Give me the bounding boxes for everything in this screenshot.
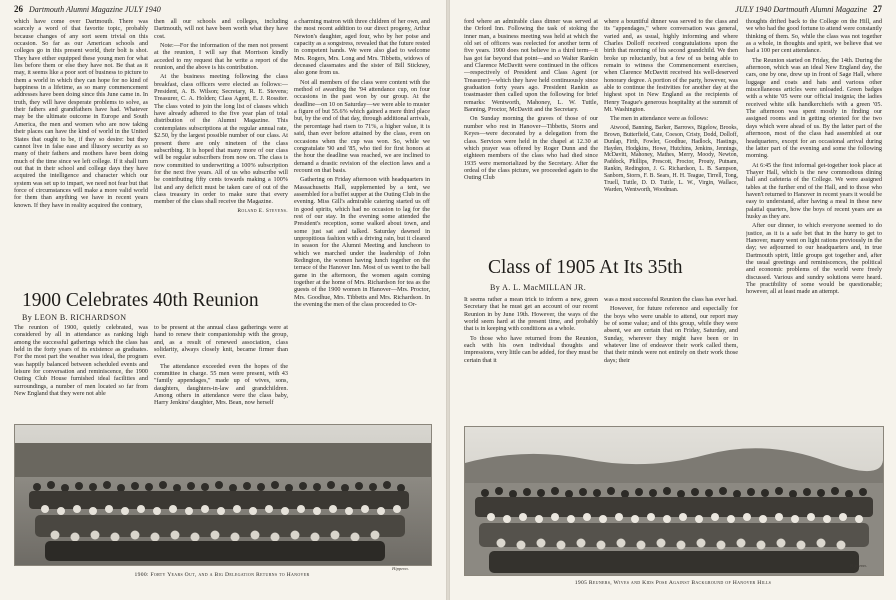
paragraph: Note:—For the information of the men not present at the reunion, I will say that Morrison kindly acceded to my request that he write a report of the reunion, and the above is his contribution. — [154, 42, 288, 72]
right-col2-top — [604, 18, 738, 253]
left-page — [0, 0, 446, 600]
group-photo-illustration — [465, 427, 883, 575]
paragraph: The men in attendance were as follows: — [610, 115, 709, 123]
headline-1900: 1900 Celebrates 40th Reunion — [22, 290, 259, 311]
right-col3 — [746, 18, 882, 420]
left-running-head — [14, 4, 161, 14]
right-col1-bottom — [464, 296, 598, 420]
left-col2-top — [154, 18, 288, 286]
right-col1-top — [464, 18, 598, 253]
paragraph: After our dinner, to which everyone seemed to do justice, as it is a safe bet that in the hurry to get to Hanover, many went on light rations previously in the day; we adjourned to our headquarters and, in true Dartmouth spirit, little groups got together and, after the usual greetings and reminiscences, the political and economic problems of the world were freely discussed. Various and sundry solutions were heard. The practibility of some would be questionable; however, all at least made an attempt. — [746, 222, 882, 296]
left-col1-bottom — [14, 324, 148, 418]
paragraph: At the business meeting following the class breakfast, class officers were elected as follows:—President, A. B. Wilson; Secretary, R. E. Stevens; Treasurer, C. A. Holden; Class Agent, E. J. Rossiter. The class voted to join the long list of classes which have already adhered to the five year plan of total distribution of the Alumni Magazine. This contemplates subscriptions at the regular annual rate, $2.50, by the largest possible number of our class. At present there are only nineteen of the class subscribing. It is hoped that many more of our class will be regular subscribers from now on. The class is now committed to underwriting a 100% subscription for the next five years. All of us who subscribe will be contributing fifty cents towards making a 100% list and any deficit must be taken care of out of the class treasury in order to make sure that every member of the class shall receive the Magazine. — [154, 73, 288, 206]
photo-credit: Hippeno. — [850, 563, 867, 568]
class-1900-photo — [14, 424, 432, 566]
left-col2-bottom — [154, 324, 288, 418]
photo-credit: Hippeno. — [392, 566, 409, 571]
left-page-number: 26 — [14, 4, 23, 14]
left-col3 — [294, 18, 430, 418]
attendee-list: Atwood, Banning, Barker, Barrows, Bigelow, Brooks, Brown, Butterfield, Cate, Coeson, Cristy, Dodd, Dolloff, Dunlap, Firth, Fowler, Goodhue, Hadlock, Hastings, Hayden, Hodgkins, Howe, Hutchins, Jenkins, Jennings, McDavitt, Mahoney, Mathes, Merry, Moody, Newton, Paddock, Phillips, Prescott, Proctor, Prouty, Putnam, Rankin, Redington, J. G. Richardson, L. B. Sampson, Sanborn, Storrs, F. B. Sears, H. H. Teague, Tirrell, Tong, Truell, Tuttle, D. D. Tuttle, L. W., Virgin, Wallace, Warden, Wentworth, Woodman. — [604, 124, 738, 193]
right-page — [450, 0, 896, 600]
paragraph: It seems rather a mean trick to inform a new, green Secretary that he must get an account of our recent Reunion in by June 19th. However, the ways of the world seem hard at the present time, and probably that is in keeping with conditions as a whole. — [464, 296, 598, 333]
right-running-head — [735, 4, 882, 14]
signature: Roland E. Stevens. — [237, 207, 288, 214]
paragraph: To those who have returned from the Reunion, each with his own individual thoughts and impressions, very little can be added, for they must be certain that it — [464, 334, 598, 364]
paragraph: was a most successful Reunion the class has ever had. — [604, 296, 738, 303]
paragraph: a charming matron with three children of her own, and the most recent addition to our direct progeny, Arthur Newton's daughter, aged four, who by her poise and capacity as a songstress, revealed that the future rested in competent hands. We were also glad to welcome Mrs. Rogers, Mrs. Long and Mrs. Tibbetts, widows of deceased classmates and the sister of Bill Stickney, also gone from us. — [294, 18, 430, 77]
paragraph: where a bountiful dinner was served to the class and its "appendages," where conversation was general, varied and, as usual, highly informing and where Charles Dolloff received congratulations upon the birth that morning of his second grandchild. We then broke up reluctantly, but a few of us being able to remain to witness the Commencement exercises, when Clarence McDavitt received his well-deserved honorary degree. A portion of the party, however, was able to continue the festivities for another day at the highest spot in New England as the recipients of Henry Teague's generous hospitality at the summit of Mt. Washington. — [604, 18, 738, 114]
paragraph: Gathering on Friday afternoon with headquarters in Massachusetts Hall, supplemented by a tent, we assembled for a buffet supper at the Outing Club in the evening. Miss Gill's admirable catering started us off in good spirits, which had no occasion to lag for the rest of our stay. In the evening some attended the President's reception, some walked about town, and some just sat and talked. Saturday dawned in unpropitious fashion with a driving rain, but it cleared in season for the Alumni Meeting and luncheon to which we marched under the leadership of John Redington, the women having lunch together on the terrace of the Hanover Inn. Most of us went to the ball game in the afternoon, the women again coming together at the home of Mrs. Richardson for tea as the guests of the 1900 women in Hanover—Mrs. Proctor, Mrs. Goodhue, Mrs. Tibbetts and Mrs. Richardson. In the evening the men of the class proceeded to Or- — [294, 176, 430, 309]
byline-1900: By LEON B. RICHARDSON — [22, 313, 127, 322]
headline-1905: Class of 1905 At Its 35th — [488, 257, 683, 278]
photo-caption: 1900: Forty Years Out, and a Big Delegation Returns to Hanover — [134, 572, 310, 578]
paragraph: Not all members of the class were content with the method of awarding the '94 attendance cup, on four occasions in the past won by our group. At the deadline—on 10 on Saturday—we were able to muster a figure of but 55.6% which gained a mere third place but, by the end of that day, through additional arrivals, the percentage had risen to 71%, a higher value, it is said, than ever before attained by the class, even on occasions when the cup was won. So, while we congratulate '90 and '85, who tied for first honors at the hour the deadline was reached, we are inclined to demand a drastic revision of the election laws and a recount on that basis. — [294, 78, 430, 174]
photo-caption: 1905 Reuners, Wives and Kids Pose Against Background of Hanover Hills — [574, 580, 772, 586]
paragraph: then all our schools and colleges, including Dartmouth, will not have been worth what they have cost. — [154, 18, 288, 40]
left-col1-top — [14, 18, 148, 281]
paragraph: On Sunday morning the graves of those of our number who rest in Hanover—Tibbetts, Storrs and Keyes—were decorated by a delegation from the class. Services were held in the chapel at 12.30 at which prayer was offered by Roger Dunn and the eighteen members of the class who had died since 1935 were memorialized by the Secretary. After the ordeal of the class picture, we proceeded again to the Outing Club — [464, 115, 598, 182]
right-col2-bottom — [604, 296, 738, 420]
right-page-number: 27 — [873, 4, 882, 14]
right-running-title: JULY 1940 Dartmouth Alumni Magazine — [735, 5, 867, 14]
paragraph: The reunion of 1900, quietly celebrated, was considered by all in attendance as ranking high among the successful gatherings which the class has held in the forty years of its existence as graduates. For the most part the weather was ideal, the program was happily balanced between scheduled events and leisure for conversation and reminiscence, the 1900 Outing Club House furnished ideal facilities and surroundings, a number of men located so far from New England that they were not able — [14, 324, 148, 398]
class-1905-photo — [464, 426, 884, 576]
byline-1905: By A. L. MacMILLAN JR. — [490, 283, 587, 292]
paragraph: thoughts drifted back to the College on the Hill, and we who had the good fortune to attend were constantly thinking of them. So, while the class was not together as a whole, in thoughts and spirit, we believe that we had a 100 per cent attendance. — [746, 18, 882, 55]
left-running-title: Dartmouth Alumni Magazine JULY 1940 — [29, 5, 161, 14]
paragraph: ford where an admirable class dinner was served at the Orford Inn. Following the task of stoking the inner man, a business meeting was held at which the old set of officers was reelected for another term of five years. 1900 does not believe in a third term—it has got far beyond that point—and so Walter Rankin and Clarence McDavitt were continued in the offices—respectively of President and Class Agent (or Treasurer)—which they have held continuously since graduation forty years ago. President Rankin as toastmaster then called upon the following for brief remarks: Wentworth, Mahoney, L. W. Tuttle, Banning, Proctor, McDavitt and the Secretary. — [464, 18, 598, 114]
paragraph: The attendance exceeded even the hopes of the committee in charge. 55 men were present, with 43 "family appendages," made up of wives, sons, daughters, daughters-in-law and grandchildren. Among others in attendance were the class baby, Harry Jenkins' daughter, Mrs. Bean, now herself — [154, 362, 288, 407]
paragraph: At 6:45 the first informal get-together took place at Thayer Hall, which is the new commodious dining hall and cafeteria of the College. We were assigned tables at the further end of the Hall, and to those who haven't returned to Hanover in recent years it would be easy to understand, after having a meal in these new palatial quarters, how the boys of recent years are as husky as they are. — [746, 161, 882, 220]
paragraph: However, for future reference and especially for the boys who were unable to attend, our report may be of some value; and of this group, while they were absent, we are certain that on Friday, Saturday, and Sunday, wherever they might have been or in whatever line of endeavor their work called them, that their minds were not entirely on their work those days; their — [604, 305, 738, 364]
paragraph: to be present at the annual class gatherings were at hand to renew their companionship with the group, and, as a result of renewed association, class solidarity, always closely knit, became firmer than ever. — [154, 324, 288, 361]
paragraph: which have come over Dartmouth. There was scarcely a word of that favorite topic, probably because changes of any sort seem trivial on this occasion. So far as our American schools and colleges go in this present world, their bolt is shot. They have either equipped these young men for what lies before them or else they have not. Be that as it may, it seems like a poor sort of business to picture to them a world in which they can hope for no kind of happiness in a lifetime, as so many commencement addresses have been doing since this June came in. In truth, they will have desperate problems to solve, as their fathers and grandfathers have had. Whatever may be the ultimate outcome in Europe and South America, the men and women who are now taking their places can have the kind of world in the United States that ought to be, if they so desire: but they cannot live in false ease and illusory security as so many of their fathers and mothers have been doing much of the time since we left college. If it shall turn out that in their school and college days they have acquired the intelligence and character which our system was set up to impart, we need not fear but that force of circumstances will make a more valid world for them than anything we have in recent years known. If they have in reality acquired the contrary, — [14, 18, 148, 209]
group-photo-illustration — [15, 425, 431, 565]
paragraph: The Reunion started on Friday, the 14th. During the afternoon, which was an ideal New England day, the cars, one by one, drew up in front of Sage Hall, where luggage and coats and hats and various other miscellaneous articles were unloaded. Green badges with a white '05 were our official insignia; the ladies received white silk handkerchiefs with a green '05. The afternoon was spent mostly in finding our assigned rooms and in getting oriented for the two days which were ahead of us. By the latter part of the afternoon, most of the class had assembled at our headquarters, except for an occasional arrival during the latter part of the evening and some the following morning. — [746, 56, 882, 160]
